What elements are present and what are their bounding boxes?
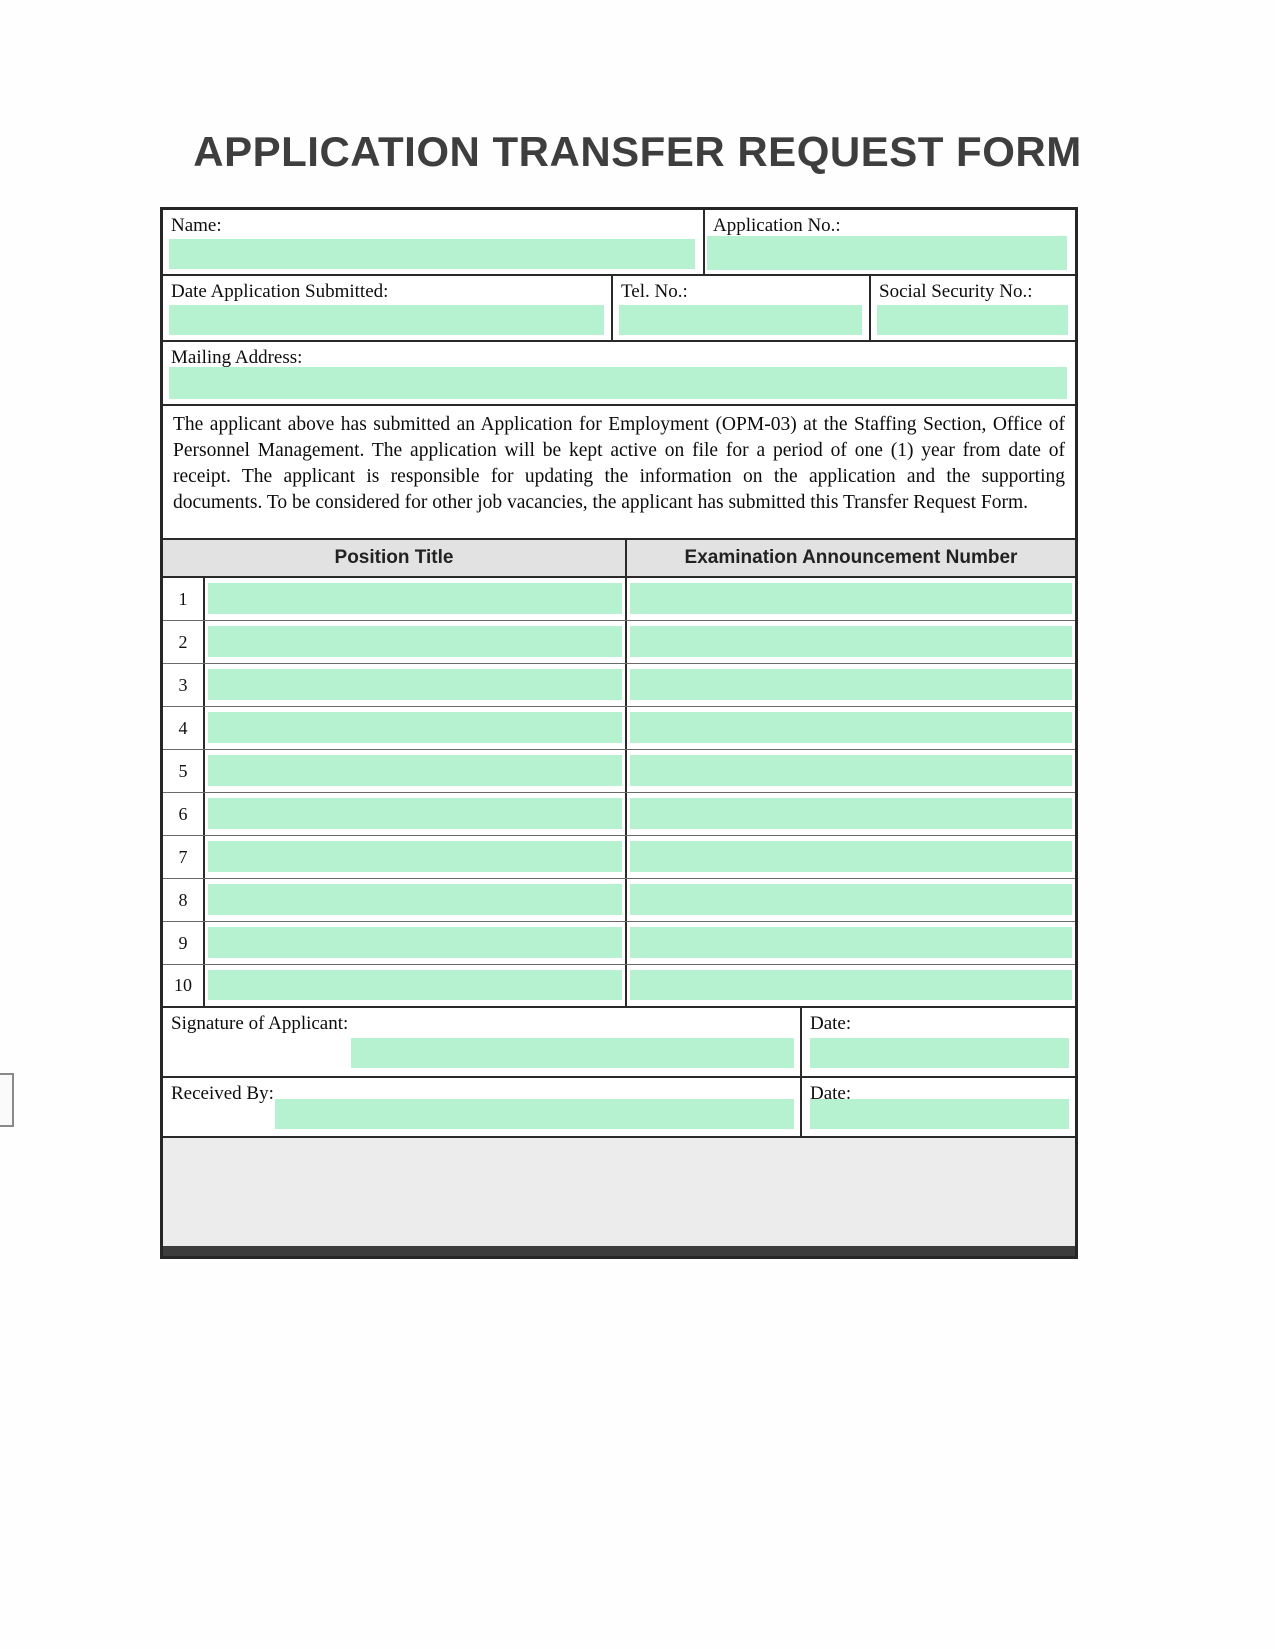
exam-no-cell [625,707,1075,749]
row-name-application [163,210,1075,276]
table-row [163,707,1075,750]
exam-no-cell [625,750,1075,792]
tel-no-label: Tel. No.: [621,281,688,302]
exam-no-input-7[interactable] [630,841,1072,872]
table-row [163,578,1075,621]
signature-date-label: Date: [810,1013,852,1034]
mailing-address-label: Mailing Address: [171,347,303,368]
row-number: 5 [163,750,205,792]
table-row [163,621,1075,664]
exam-no-cell [625,664,1075,706]
position-title-input-5[interactable] [208,755,622,786]
name-label: Name: [171,215,222,236]
table-row [163,836,1075,879]
row-signature [163,1008,1075,1078]
row-number: 6 [163,793,205,835]
received-by-label: Received By: [171,1083,274,1104]
signature-date-cell [800,1008,1075,1076]
tel-no-cell [611,276,869,340]
exam-no-cell [625,965,1075,1006]
exam-no-cell [625,621,1075,663]
table-row [163,793,1075,836]
exam-no-input-1[interactable] [630,583,1072,614]
name-input[interactable] [169,239,695,269]
ssn-input[interactable] [877,305,1068,335]
exam-no-cell [625,879,1075,921]
exam-no-cell [625,922,1075,964]
exam-no-cell [625,793,1075,835]
position-title-cell [205,793,625,835]
ssn-cell [869,276,1075,340]
exam-no-input-2[interactable] [630,626,1072,657]
position-title-cell [205,965,625,1006]
scan-artifact [0,1073,14,1127]
row-number: 3 [163,664,205,706]
row-number: 2 [163,621,205,663]
position-title-cell [205,750,625,792]
mailing-address-input[interactable] [169,367,1067,399]
exam-no-cell [625,578,1075,620]
position-title-input-6[interactable] [208,798,622,829]
ssn-label: Social Security No.: [879,281,1033,302]
name-cell [163,210,703,274]
received-date-label: Date: [810,1083,852,1104]
row-number: 1 [163,578,205,620]
row-date-tel-ssn [163,276,1075,342]
exam-no-input-9[interactable] [630,927,1072,958]
received-by-cell [163,1078,800,1136]
application-no-input[interactable] [707,236,1067,270]
date-submitted-cell [163,276,611,340]
table-row [163,965,1075,1008]
position-title-input-1[interactable] [208,583,622,614]
application-no-cell [703,210,1075,274]
positions-table-header [163,540,1075,578]
position-title-cell [205,621,625,663]
row-number: 4 [163,707,205,749]
row-number: 10 [163,965,205,1006]
exam-no-input-5[interactable] [630,755,1072,786]
row-number: 9 [163,922,205,964]
position-title-input-7[interactable] [208,841,622,872]
position-title-input-9[interactable] [208,927,622,958]
table-row [163,879,1075,922]
position-title-input-4[interactable] [208,712,622,743]
received-date-cell [800,1078,1075,1136]
position-title-input-10[interactable] [208,970,622,1000]
position-title-cell [205,707,625,749]
signature-date-input[interactable] [810,1038,1069,1068]
form-container [160,207,1078,1259]
table-row [163,750,1075,793]
exam-no-cell [625,836,1075,878]
row-mailing-address [163,342,1075,406]
signature-cell [163,1008,800,1076]
tel-no-input[interactable] [619,305,862,335]
position-title-cell [205,664,625,706]
empty-footer-block [163,1138,1075,1246]
row-number: 7 [163,836,205,878]
bottom-bar [163,1246,1075,1256]
position-title-header: Position Title [334,547,454,568]
exam-no-input-10[interactable] [630,970,1072,1000]
application-no-label: Application No.: [713,215,841,236]
date-submitted-input[interactable] [169,305,604,335]
exam-no-input-6[interactable] [630,798,1072,829]
signature-label: Signature of Applicant: [171,1013,349,1034]
table-row [163,922,1075,965]
position-title-cell [205,879,625,921]
exam-announcement-header: Examination Announcement Number [625,540,1075,576]
position-title-input-3[interactable] [208,669,622,700]
position-title-cell [205,836,625,878]
table-row [163,664,1075,707]
position-title-input-2[interactable] [208,626,622,657]
date-submitted-label: Date Application Submitted: [171,281,389,302]
row-number: 8 [163,879,205,921]
form-title: APPLICATION TRANSFER REQUEST FORM [193,128,1082,175]
signature-input[interactable] [351,1038,794,1068]
mailing-address-cell [163,342,1075,404]
row-received-by [163,1078,1075,1138]
exam-no-input-3[interactable] [630,669,1072,700]
notice-paragraph: The applicant above has submitted an Application for Employment (OPM-03) at the Staffing Section, Office of Personnel Management. The application will be kept active on file for a period of one (1) year from date of receipt. The applicant is responsible for updating the information on the application and the supporting documents. To be considered for other job vacancies, the applicant has submitted this Transfer Request Form. [163,406,1075,540]
exam-no-input-8[interactable] [630,884,1072,915]
position-title-cell [205,922,625,964]
exam-no-input-4[interactable] [630,712,1072,743]
position-title-cell [205,578,625,620]
position-title-input-8[interactable] [208,884,622,915]
